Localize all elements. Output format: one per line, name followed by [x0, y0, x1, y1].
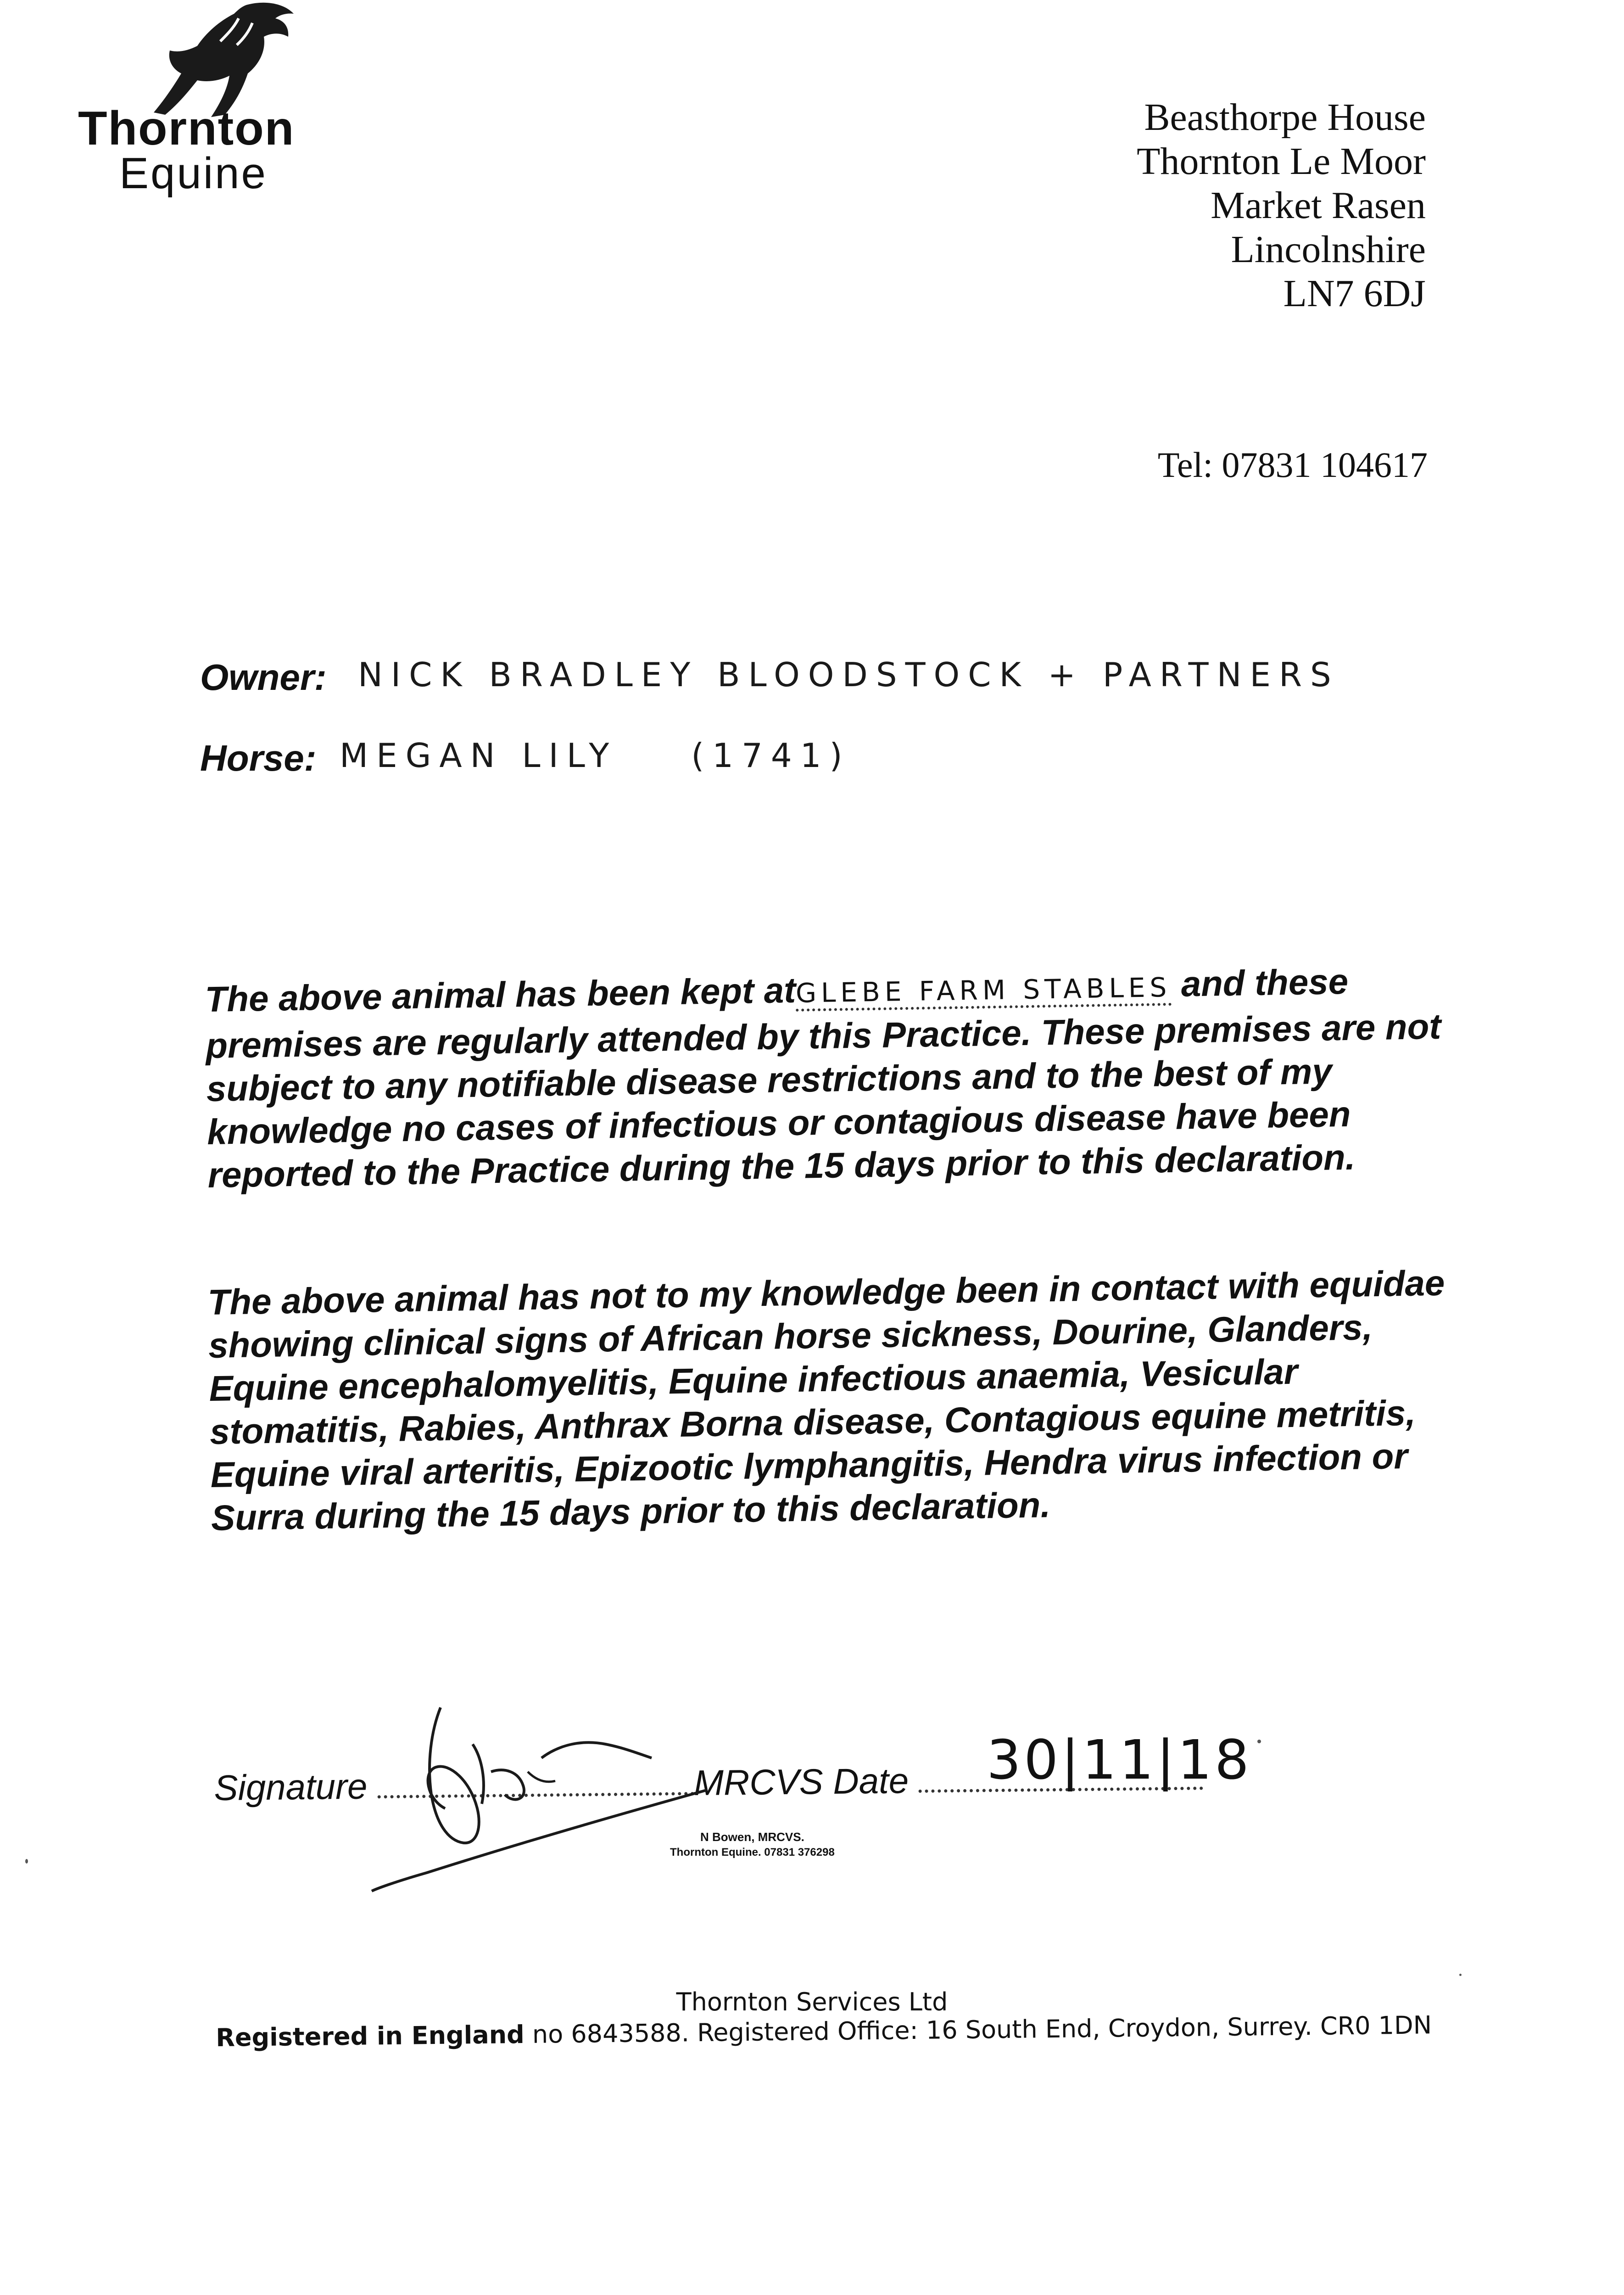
tel-value: 07831 104617	[1222, 445, 1428, 485]
qualification-label: MRCVS	[693, 1761, 824, 1803]
stamp-line-1: N Bowen, MRCVS.	[700, 1830, 804, 1844]
address-line: LN7 6DJ	[1283, 272, 1426, 315]
tel-label: Tel:	[1157, 445, 1213, 485]
address-line: Market Rasen	[1211, 184, 1426, 227]
para1-after: and these premises are regularly attended by this Practice. These premises are not subject to any notifiable disease restrictions and to the best of my knowledge no cases of infectious or contagious disease have been reported to the Practice during the 15 days prior to this declaration.	[205, 961, 1441, 1195]
logo-text-equine: Equine	[119, 149, 268, 198]
horse-logo-icon	[128, 0, 303, 119]
footer-registered-details: no 6843588. Registered Office: 16 South End, Croydon, Surrey. CR0 1DN	[524, 2010, 1432, 2049]
scan-speck	[1459, 1974, 1462, 1976]
company-logo	[78, 0, 335, 202]
vet-stamp	[670, 1829, 835, 1860]
handwritten-signature	[367, 1689, 789, 1928]
footer-registration	[216, 2010, 1432, 2052]
logo-text-thornton: Thornton	[78, 102, 295, 155]
date-label: Date	[832, 1760, 909, 1802]
para1-before: The above animal has been kept at	[205, 969, 796, 1019]
address-line: Lincolnshire	[1231, 228, 1426, 271]
footer-company: Thornton Services Ltd	[676, 1987, 948, 2016]
horse-value	[340, 736, 851, 775]
declaration-premises	[205, 958, 1470, 1197]
declaration-contact: The above animal has not to my knowledge been in contact with equidae showing clinical signs of African horse sickness, Dourine, Glanders, Equine encephalomyelitis, Equine infectious anaemia, Vesicular stomatitis, Rabies, Anthrax Borna disease, Contagious equine metritis, Equine viral arteritis, Epizootic lymphangitis, Hendra virus infection or Surra during the 15 days prior to this declaration.	[207, 1262, 1445, 1538]
scan-speck	[25, 1859, 28, 1864]
practice-address	[1137, 95, 1426, 316]
horse-number: (1741)	[691, 736, 851, 775]
address-line: Thornton Le Moor	[1137, 140, 1426, 183]
owner-value: NICK BRADLEY BLOODSTOCK + PARTNERS	[358, 655, 1339, 694]
address-line: Beasthorpe House	[1144, 96, 1426, 139]
footer-registered-label: Registered in England	[216, 2020, 525, 2052]
telephone	[1158, 444, 1428, 486]
owner-label: Owner:	[200, 657, 327, 698]
horse-label: Horse:	[200, 738, 317, 778]
kept-at-place: GLEBE FARM STABLES	[796, 972, 1172, 1012]
date-value: 30|11|18	[987, 1728, 1252, 1791]
scan-speck	[1257, 1740, 1261, 1743]
signature-label: Signature	[214, 1766, 368, 1808]
stamp-line-2: Thornton Equine. 07831 376298	[670, 1846, 835, 1858]
horse-name: MEGAN LILY	[340, 736, 618, 775]
